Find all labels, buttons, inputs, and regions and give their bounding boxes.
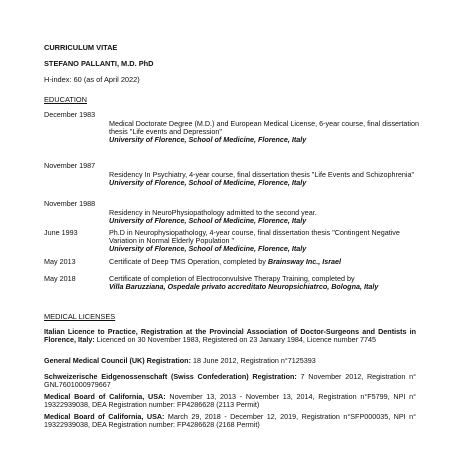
education-date: May 2013 [44,257,76,266]
license-title: Schweizerische Eidgenossenschaft (Swiss Confederation) Registration: [44,372,297,381]
license-details: 7 November 2012, Registration n° GNL7601000979667 [44,372,416,390]
license-entry [44,328,416,344]
education-text: Ph.D in Neurophysiopathology, 4-year course, final dissertation thesis "Contingent Negative Variation in Normal Elderly Population " [109,228,400,246]
education-entry [109,171,424,187]
education-text: Certificate of Deep TMS Operation, completed by [109,257,268,266]
document-title: CURRICULUM VITAE [44,43,118,52]
h-index: H-index: 60 (as of April 2022) [44,75,140,84]
license-details: 18 June 2012, Registration n°7125393 [190,356,316,365]
education-institution: University of Florence, School of Medicine, Florence, Italy [109,244,307,254]
license-title: Medical Board of California, USA: [44,412,165,421]
education-text: Medical Doctorate Degree (M.D.) and European Medical License, 6-year course, final dissertation thesis "Life events and Depression" [109,119,420,137]
education-institution: Villa Baruzziana, Ospedale privato accreditato Neuropsichiatrco, Bologna, Italy [109,282,379,292]
license-title: Medical Board of California, USA: [44,392,166,401]
license-details: November 13, 2013 - November 13, 2014, Registration n°F5799, NPI n° 19322939038, DEA Registration number: FP4286628 (2113 Permit) [44,392,416,410]
education-entry [109,229,424,254]
education-date: May 2018 [44,274,76,283]
education-entry [109,120,424,145]
education-entry [109,209,424,225]
education-institution: University of Florence, School of Medicine, Florence, Italy [109,135,307,145]
education-institution: Brainsway Inc., Israel [267,257,341,266]
license-entry [44,357,416,365]
license-entry [44,393,416,409]
education-date: November 1987 [44,161,96,170]
education-entry [109,275,424,291]
education-text: Residency in NeuroPhysiopathology admitted to the second year. [109,208,317,217]
education-date: December 1983 [44,110,96,119]
licenses-heading: MEDICAL LICENSES [44,312,116,321]
license-title: Italian Licence to Practice, Registration at the Provincial Association of Doctor-Surgeons and Dentists in Florence, Italy: [44,327,416,345]
education-date: June 1993 [44,228,78,237]
author-name: STEFANO PALLANTI, M.D. PhD [44,59,154,68]
license-details: Licenced on 30 November 1983, Registered on 23 January 1984, Licence number 7745 [94,335,377,345]
education-text: Certificate of completion of Electroconvulsive Therapy Training, completed by [109,274,355,283]
education-institution: University of Florence, School of Medicine, Florence, Italy [109,178,307,188]
license-entry [44,413,416,429]
license-title: General Medical Council (UK) Registration: [44,356,191,365]
education-entry [109,258,424,266]
education-institution: University of Florence, School of Medicine, Florence, Italy [109,216,307,226]
license-entry [44,373,416,389]
education-text: Residency In Psychiatry, 4-year course, final dissertation thesis "Life Events and Schizophrenia" [109,170,414,179]
license-details: March 29, 2018 - December 12, 2019, Registration n°SFP000035, NPI n° 19322939038, DEA Registration number: FP4286628 (2168 Permit) [44,412,416,430]
education-date: November 1988 [44,199,96,208]
education-heading: EDUCATION [44,95,87,104]
